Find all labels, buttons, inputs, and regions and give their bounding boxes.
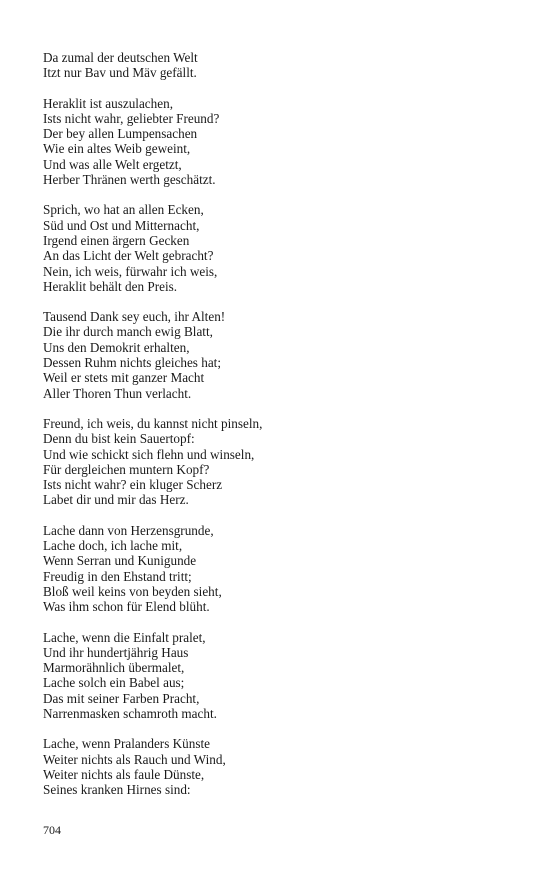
verse-line: Lache, wenn Pralanders Künste (43, 736, 210, 752)
verse-line: Marmorähnlich übermalet, (43, 660, 185, 676)
stanza (43, 523, 523, 615)
verse-line: Bloß weil keins von beyden sieht, (43, 583, 222, 599)
verse-line: Herber Thränen werth geschätzt. (43, 172, 216, 188)
page-number: 704 (43, 823, 61, 837)
stanza (43, 416, 523, 508)
stanza (43, 50, 523, 81)
verse-line: Freudig in den Ehstand tritt; (43, 568, 192, 584)
verse-line: Weiter nichts als faule Dünste, (43, 766, 205, 782)
verse-line: Uns den Demokrit erhalten, (43, 339, 190, 355)
verse-line: Sprich, wo hat an allen Ecken, (43, 202, 204, 218)
verse-line: Lache dann von Herzensgrunde, (43, 522, 214, 538)
poem-body (43, 50, 523, 812)
verse-line: Und was alle Welt ergetzt, (43, 156, 182, 172)
verse-line: Labet dir und mir das Herz. (43, 492, 189, 508)
verse-line: Und wie schickt sich flehn und winseln, (43, 446, 255, 462)
verse-line: Narrenmasken schamroth macht. (43, 705, 217, 721)
verse-line: Und ihr hundertjährig Haus (43, 644, 189, 660)
verse-line: An das Licht der Welt gebracht? (43, 248, 214, 264)
verse-line: Lache doch, ich lache mit, (43, 538, 183, 554)
verse-line: Freund, ich weis, du kannst nicht pinseln, (43, 415, 263, 431)
verse-line: Heraklit behält den Preis. (43, 278, 178, 294)
verse-line: Süd und Ost und Mitternacht, (43, 217, 200, 233)
verse-line: Dessen Ruhm nichts gleiches hat; (43, 355, 221, 371)
verse-line: Heraklit ist auszulachen, (43, 95, 173, 111)
verse-line: Lache, wenn die Einfalt pralet, (43, 629, 206, 645)
verse-line: Aller Thoren Thun verlacht. (43, 385, 192, 401)
verse-line: Was ihm schon für Elend blüht. (43, 599, 210, 615)
verse-line: Ists nicht wahr, geliebter Freund? (43, 110, 220, 126)
verse-line: Da zumal der deutschen Welt (43, 50, 198, 65)
verse-line: Lache solch ein Babel aus; (43, 675, 185, 691)
verse-line: Wenn Serran und Kunigunde (43, 553, 197, 569)
stanza (43, 309, 523, 401)
verse-line: Itzt nur Bav und Mäv gefällt. (43, 65, 197, 81)
verse-line: Nein, ich weis, fürwahr ich weis, (43, 263, 218, 279)
verse-line: Ists nicht wahr? ein kluger Scherz (43, 477, 223, 493)
verse-line: Die ihr durch manch ewig Blatt, (43, 324, 213, 340)
verse-line: Für dergleichen muntern Kopf? (43, 461, 210, 477)
stanza (43, 630, 523, 722)
stanza (43, 96, 523, 188)
stanza (43, 202, 523, 294)
verse-line: Weiter nichts als Rauch und Wind, (43, 751, 226, 767)
verse-line: Wie ein altes Weib geweint, (43, 141, 191, 157)
verse-line: Weil er stets mit ganzer Macht (43, 370, 205, 386)
stanza (43, 736, 523, 797)
verse-line: Irgend einen ärgern Gecken (43, 232, 190, 248)
verse-line: Das mit seiner Farben Pracht, (43, 690, 200, 706)
verse-line: Seines kranken Hirnes sind: (43, 782, 191, 798)
verse-line: Der bey allen Lumpensachen (43, 126, 198, 142)
verse-line: Denn du bist kein Sauertopf: (43, 431, 195, 447)
verse-line: Tausend Dank sey euch, ihr Alten! (43, 309, 226, 325)
